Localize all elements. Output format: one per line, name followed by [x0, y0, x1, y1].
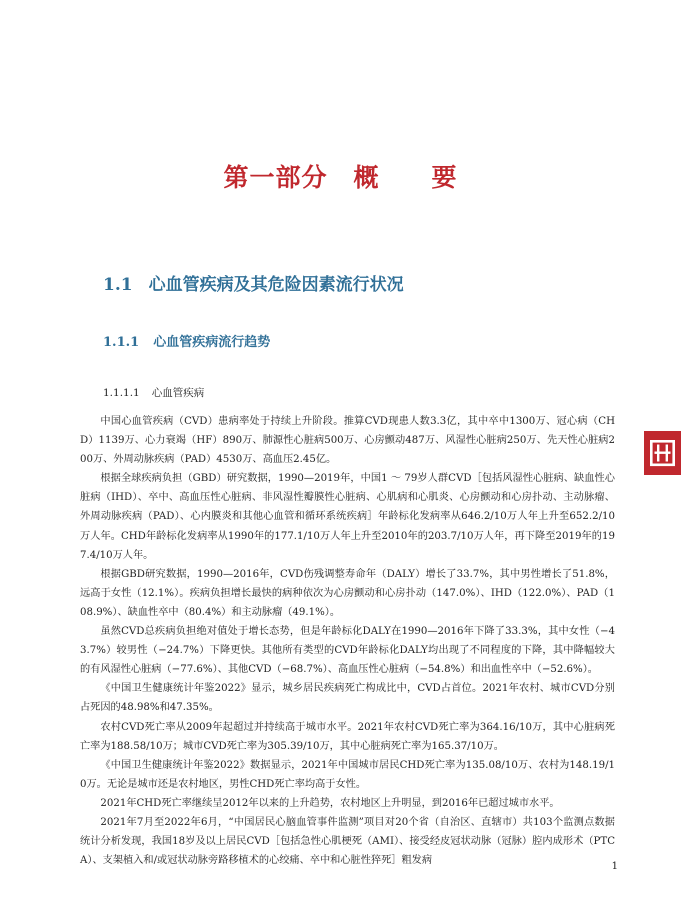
subsection-heading [103, 333, 270, 353]
paragraph: 根据GBD研究数据，1990—2016年，CVD伤残调整寿命年（DALY）增长了33.7%，其中男性增长了51.8%，远高于女性（12.1%）。疾病负担增长最快的病种依次为心房颤动和心房扑动（147.0%）、IHD（122.0%）、PAD（108.9%）、缺血性卒中（80.4%）和主动脉瘤（49.1%）。 [80, 568, 615, 618]
page-number: 1 [611, 861, 618, 872]
paragraph: 《中国卫生健康统计年鉴2022》显示，城乡居民疾病死亡构成比中，CVD占首位。2021年农村、城市CVD分别占死因的48.98%和47.35%。 [80, 683, 615, 714]
paragraph: 《中国卫生健康统计年鉴2022》数据显示，2021年中国城市居民CHD死亡率为135.08/10万、农村为148.19/10万。无论是城市还是农村地区，男性CHD死亡率均高于女性。 [80, 759, 615, 790]
subsubsection-heading [103, 385, 204, 401]
paragraph: 虽然CVD总疾病负担绝对值处于增长态势，但是年龄标化DALY在1990—2016年下降了33.3%，其中女性（−43.7%）较男性（−24.7%）下降更快。其他所有类型的CVD年龄标化DALY均出现了不同程度的下降，其中降幅较大的有风湿性心脏病（−77.6%）、其他CVD（−68.7%）、高血压性心脏病（−54.8%）和出血性卒中（−52.6%）。 [80, 626, 615, 676]
paragraph: 2021年7月至2022年6月，“中国居民心脑血管事件监测”项目对20个省（自治区、直辖市）共103个监测点数据统计分析发现，我国18岁及以上居民CVD［包括急性心肌梗死（AMI）、接受经皮冠状动脉（冠脉）腔内成形术（PTCA）、支架植入和/或冠状动脉旁路移植术的心绞痛、卒中和心脏性猝死］粗发病 [80, 816, 615, 867]
part-title: 第一部分 概 要 [223, 163, 458, 192]
body-text [80, 412, 615, 870]
chapter-tab-icon [644, 431, 681, 475]
section-heading [103, 272, 404, 298]
paragraph: 2021年CHD死亡率继续呈2012年以来的上升趋势，农村地区上升明显，到2016年已超过城市水平。 [100, 797, 560, 809]
subsection-title: 心血管疾病流行趋势 [153, 335, 271, 350]
subsubsection-number: 1.1.1.1 [103, 387, 140, 399]
subsubsection-title: 心血管疾病 [151, 387, 205, 399]
paragraph: 农村CVD死亡率从2009年起超过并持续高于城市水平。2021年农村CVD死亡率为364.16/10万，其中心脏病死亡率为188.58/10万；城市CVD死亡率为305.39/10万，其中心脏病死亡率为165.37/10万。 [80, 721, 615, 752]
section-number: 1.1 [103, 275, 133, 295]
section-title: 心血管疾病及其危险因素流行状况 [148, 275, 404, 295]
chapter-emblem-icon [644, 431, 681, 475]
subsection-number: 1.1.1 [103, 335, 140, 350]
paragraph: 根据全球疾病负担（GBD）研究数据，1990—2019年，中国1 ～ 79岁人群CVD［包括风湿性心脏病、缺血性心脏病（IHD）、卒中、高血压性心脏病、非风湿性瓣膜性心脏病、心肌病和心肌炎、心房颤动和心房扑动、主动脉瘤、外周动脉疾病（PAD）、心内膜炎和其他心血管和循环系统疾病］年龄标化发病率从646.2/10万人年上升至652.2/10万人年。CHD年龄标化发病率从1990年的177.1/10万人年上升至2010年的203.7/10万人年，再下降至2019年的197.4/10万人年。 [80, 473, 615, 561]
paragraph: 中国心血管疾病（CVD）患病率处于持续上升阶段。推算CVD现患人数3.3亿，其中卒中1300万、冠心病（CHD）1139万、心力衰竭（HF）890万、肺源性心脏病500万、心房颤动487万、风湿性心脏病250万、先天性心脏病200万、外周动脉疾病（PAD）4530万、高血压2.45亿。 [80, 416, 615, 466]
